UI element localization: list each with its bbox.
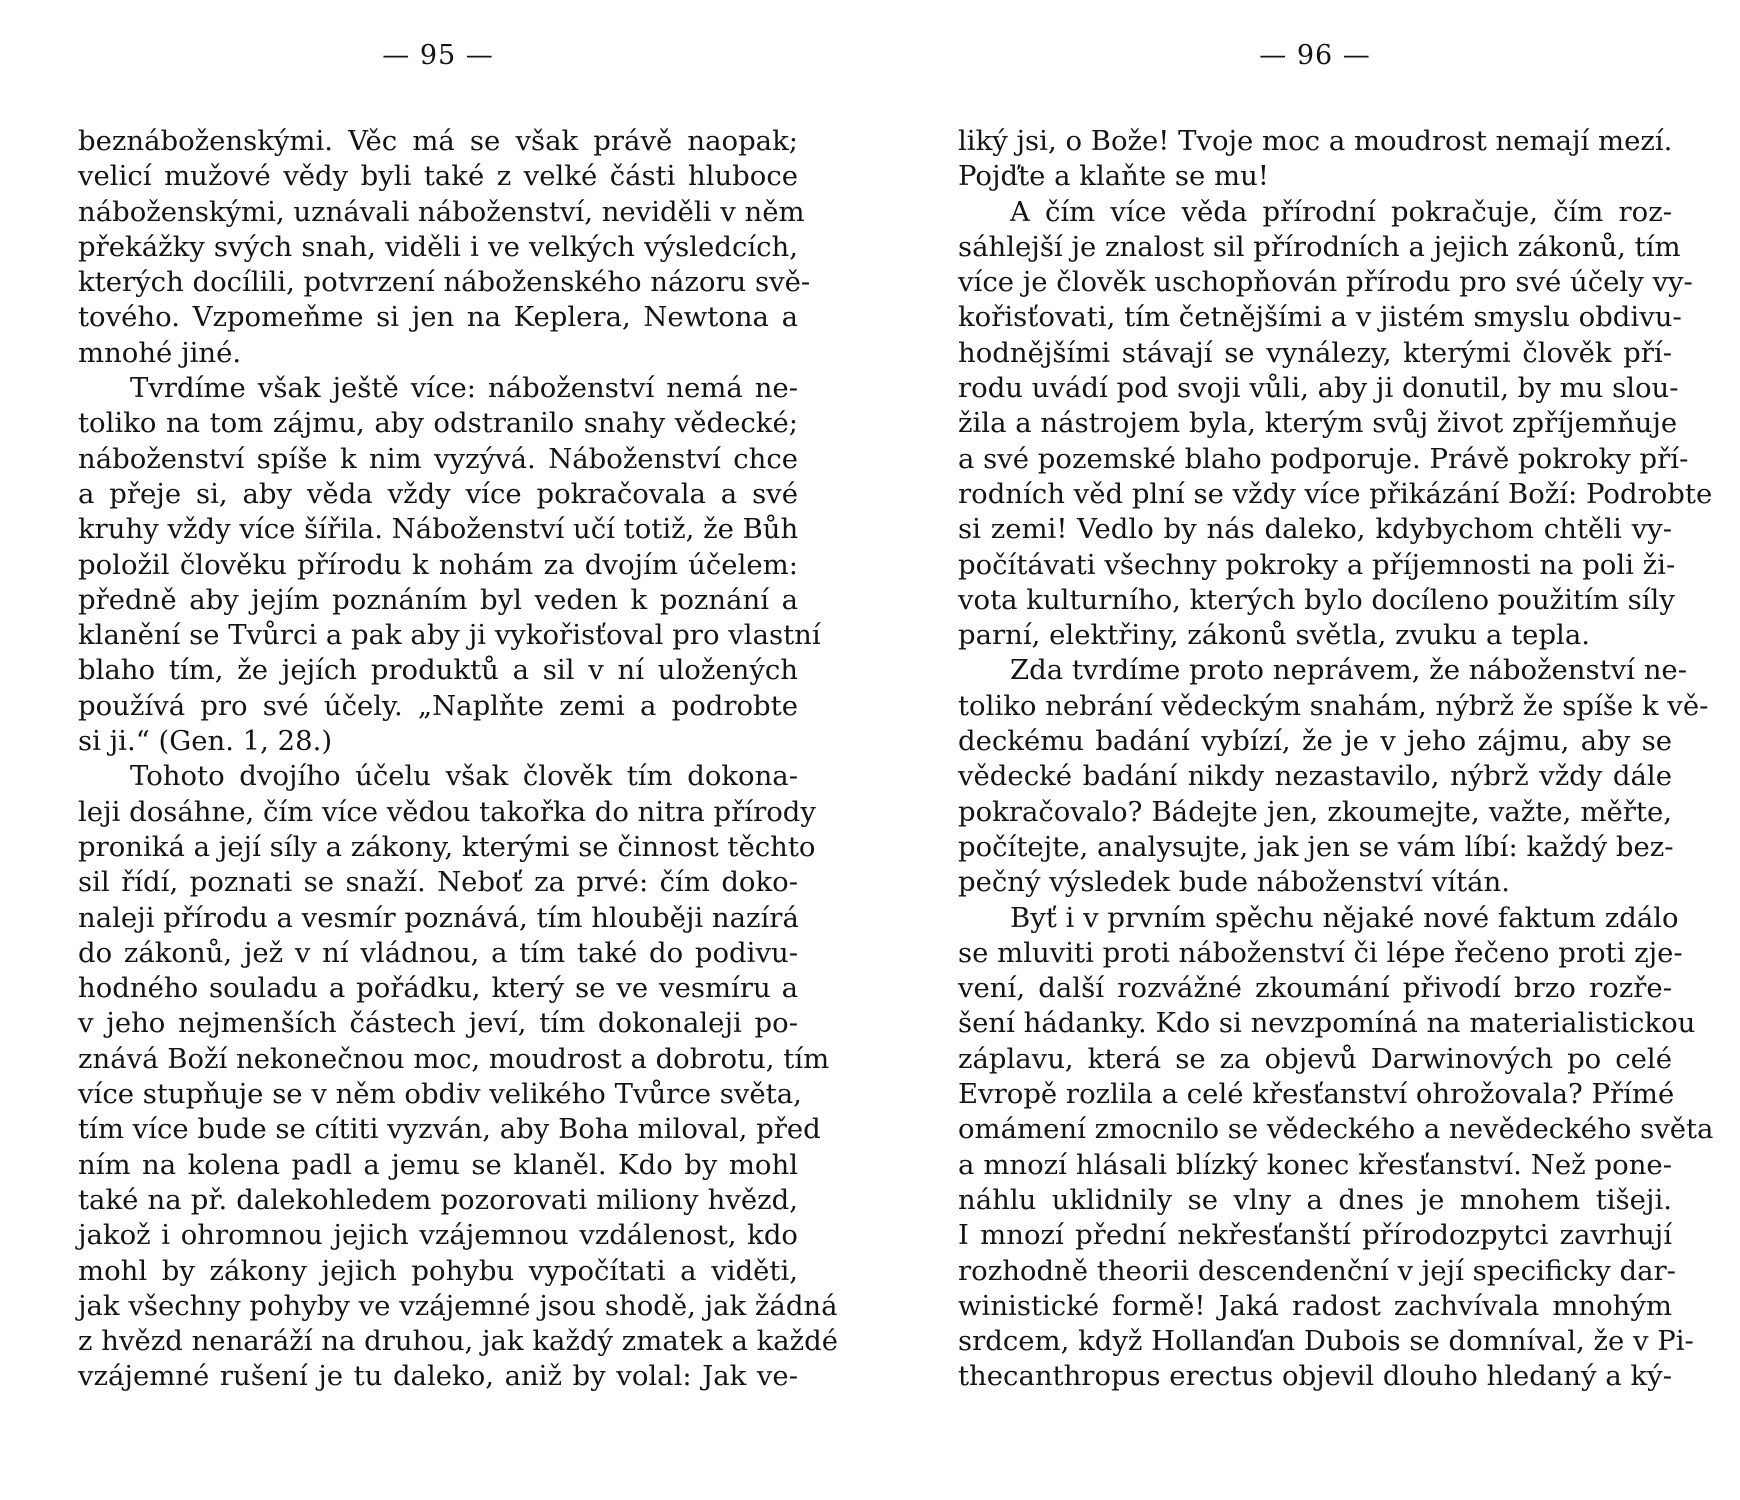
text-line: omámení zmocnilo se vědeckého a nevědeckého světa [958,1113,1714,1146]
text-line: winistické formě! Jaká radost zachvívala mnohým [958,1289,1672,1322]
text-line: položil člověku přírodu k nohám za dvojím účelem: [78,548,798,581]
left-page [78,0,839,1500]
text-line: šení hádanky. Kdo si nevzpomíná na materialistickou [958,1007,1696,1040]
text-line: předně aby jejím poznáním byl veden k poznání a [78,583,798,616]
text-line: více stupňuje se v něm obdiv velikého Tvůrce světa, [78,1078,802,1111]
text-line: tím více bude se cítiti vyzván, aby Boha miloval, před [78,1113,821,1146]
text-line: také na př. dalekohledem pozorovati miliony hvězd, [78,1183,798,1216]
text-line: Evropě rozlila a celé křesťanství ohrožovala? Přímé [958,1078,1675,1111]
text-line: a přeje si, aby věda vždy více pokračovala a své [78,477,798,510]
text-line: více je člověk uschopňován přírodu pro své účely vy- [958,266,1693,299]
text-line: náhlu uklidnily se vlny a dnes je mnohem tišeji. [958,1183,1672,1216]
text-line: počítávati všechny pokroky a příjemnosti na poli ži- [958,548,1676,581]
text-line: srdcem, když Hollanďan Dubois se domníval, že v Pi- [958,1325,1694,1358]
text-line: sáhlejší je znalost sil přírodních a jejich zákonů, tím [958,230,1681,263]
text-line: si ji.“ (Gen. 1, 28.) [78,725,333,758]
text-line: náboženskými, uznávali náboženství, neviděli v něm [78,195,805,228]
text-line: kořisťovati, tím četnějšími a v jistém smyslu obdivu- [958,301,1682,334]
text-line: tového. Vzpomeňme si jen na Keplera, Newtona a [78,301,798,334]
text-line: sil řídí, poznati se snaží. Neboť za prvé: čím doko- [78,866,798,899]
text-line: Tohoto dvojího účelu však člověk tím dokona- [130,760,798,793]
text-line: Pojďte a klaňte se mu! [958,160,1269,193]
text-line: a své pozemské blaho podporuje. Právě pokroky pří- [958,442,1689,475]
text-line: používá pro své účely. „Naplňte zemi a podrobte [78,689,798,722]
text-line: kterých docílili, potvrzení náboženského názoru svě- [78,266,811,299]
page-number: — 96 — [1259,40,1371,71]
text-line: náboženství spíše k nim vyzývá. Náboženství chce [78,442,798,475]
text-line: vzájemné rušení je tu daleko, aniž by volal: Jak ve- [78,1360,798,1393]
text-line: z hvězd nenaráží na druhou, jak každý zmatek a každé [78,1325,839,1358]
text-line: se mluviti proti náboženství či lépe řečeno proti zje- [958,936,1683,969]
text-line: toliko na tom zájmu, aby odstranilo snahy vědecké; [78,407,798,440]
text-line: jak všechny pohyby ve vzájemné jsou shodě, jak žádná [78,1289,838,1322]
text-line: vení, další rozvážné zkoumání přivodí brzo rozře- [958,972,1672,1005]
text-line: naleji přírodu a vesmír poznává, tím hlouběji nazírá [78,901,799,934]
text-line: deckému badání vybízí, že je v jeho zájmu, aby se [958,725,1672,758]
text-line: Zda tvrdíme proto neprávem, že náboženství ne- [1010,654,1687,687]
text-line: žila a nástrojem byla, kterým svůj život zpříjemňuje [958,407,1678,440]
text-line: liký jsi, o Bože! Tvoje moc a moudrost nemají mezí. [958,125,1673,157]
text-line: hodného souladu a pořádku, který se ve vesmíru a [78,972,798,1005]
text-line: velicí mužové vědy byli také z velké části hluboce [78,160,798,193]
text-line: mnohé jiné. [78,336,242,369]
text-line: mohl by zákony jejich pohybu vypočítati a viděti, [78,1254,798,1287]
text-line: rozhodně theorii descendenční v její specificky dar- [958,1254,1676,1287]
text-line: thecanthropus erectus objevil dlouho hledaný a ký- [958,1360,1672,1393]
text-line: překážky svých snah, viděli i ve velkých výsledcích, [78,230,798,263]
page-body-text [958,124,1714,1395]
text-line: klanění se Tvůrci a pak aby ji vykořisťoval pro vlastní [78,619,821,652]
text-line: rodních věd plní se vždy více přikázání Boží: Podrobte [958,477,1713,510]
text-line: parní, elektřiny, zákonů světla, zvuku a tepla. [958,619,1590,652]
text-line: znává Boží nekonečnou moc, moudrost a dobrotu, tím [78,1042,830,1075]
text-line: pokračovalo? Bádejte jen, zkoumejte, važte, měřte, [958,795,1672,828]
text-line: pečný výsledek bude náboženství vítán. [958,866,1510,899]
text-line: si zemi! Vedlo by nás daleko, kdybychom chtěli vy- [958,513,1672,546]
text-line: hodnějšími stávají se vynálezy, kterými člověk pří- [958,336,1672,369]
text-line: vědecké badání nikdy nezastavilo, nýbrž vždy dále [958,760,1672,793]
text-line: leji dosáhne, čím více vědou takořka do nitra přírody [78,795,816,828]
text-line: a mnozí hlásali blízký konec křesťanství. Než pone- [958,1148,1672,1181]
text-line: toliko nebrání vědeckým snahám, nýbrž že spíše k vě- [958,689,1709,722]
text-line: proniká a její síly a zákony, kterými se činnost těchto [78,830,816,863]
text-line: počítejte, analysujte, jak jen se vám líbí: každý bez- [958,830,1674,863]
text-line: kruhy vždy více šířila. Náboženství učí totiž, že Bůh [78,513,799,546]
text-line: do zákonů, jež v ní vládnou, a tím také do podivu- [78,936,798,969]
text-line: záplavu, která se za objevů Darwinových po celé [958,1042,1672,1075]
text-line: I mnozí přední nekřesťanští přírodozpytci zavrhují [958,1219,1672,1252]
page-body-text [78,124,839,1395]
page-number: — 95 — [382,40,494,71]
text-line: ním na kolena padl a jemu se klaněl. Kdo by mohl [78,1148,798,1181]
text-line: blaho tím, že jejích produktů a sil v ní uložených [78,654,798,687]
text-line: A čím více věda přírodní pokračuje, čím roz- [1010,195,1672,228]
text-line: Byť i v prvním spěchu nějaké nové faktum zdálo [1010,901,1679,934]
right-page [958,0,1714,1500]
text-line: jakož i ohromnou jejich vzájemnou vzdálenost, kdo [78,1219,798,1252]
text-line: beznáboženskými. Věc má se však právě naopak; [78,125,798,157]
text-line: Tvrdíme však ještě více: náboženství nemá ne- [130,372,798,405]
text-line: vota kulturního, kterých bylo docíleno použitím síly [958,583,1675,616]
text-line: v jeho nejmenších částech jeví, tím dokonaleji po- [78,1007,798,1040]
text-line: rodu uvádí pod svoji vůli, aby ji donutil, by mu slou- [958,372,1679,405]
